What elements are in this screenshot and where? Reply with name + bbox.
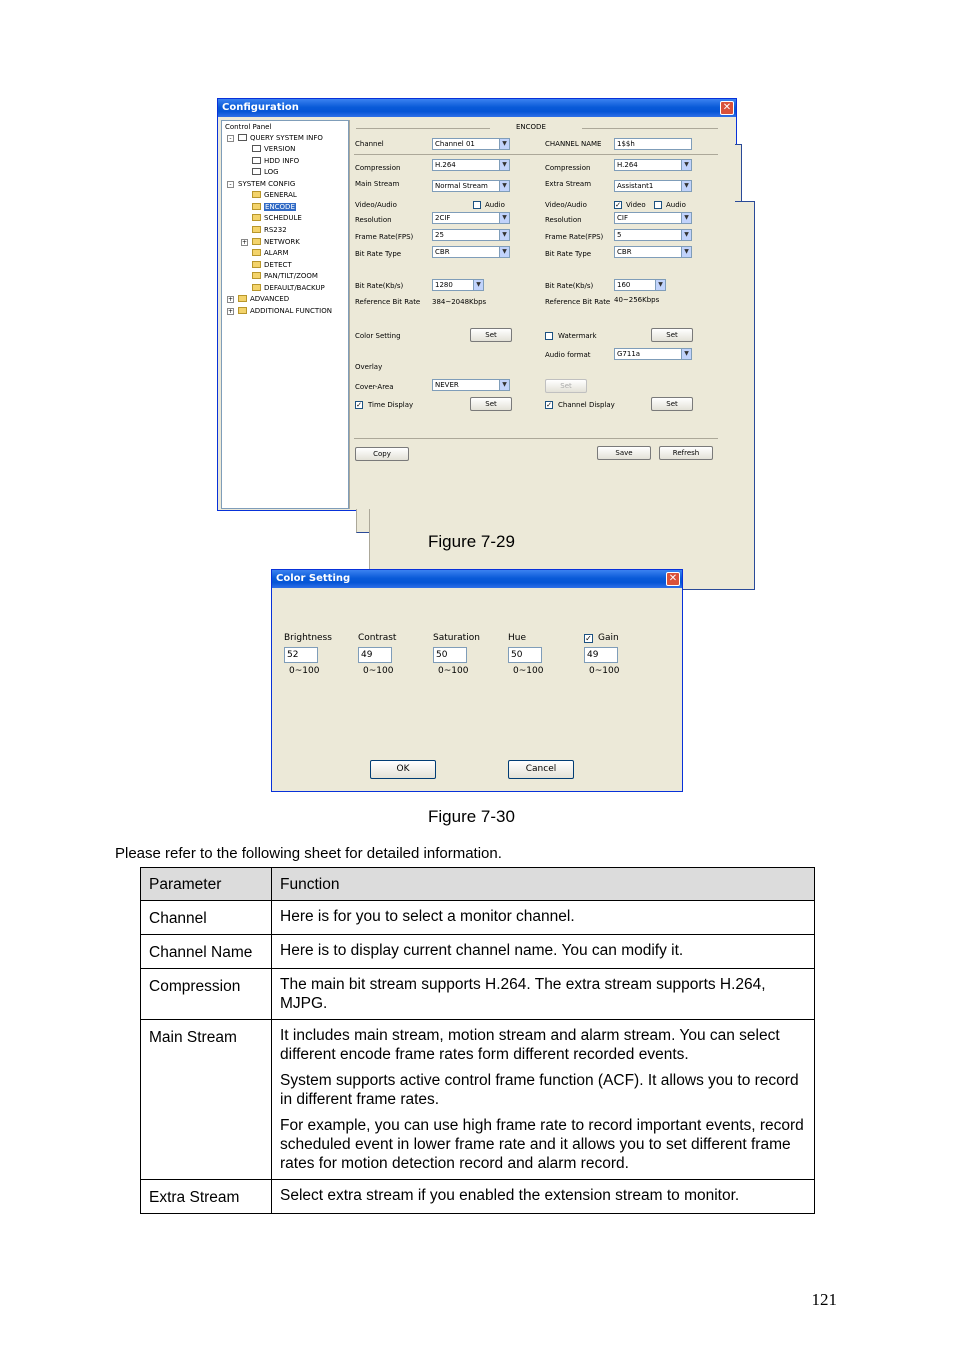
table-header-function: Function: [272, 868, 815, 901]
intro-text: Please refer to the following sheet for detailed information.: [115, 845, 502, 862]
expand-icon[interactable]: +: [228, 308, 234, 315]
chevron-down-icon[interactable]: ▼: [473, 280, 483, 290]
main-audio-checkbox[interactable]: [473, 201, 481, 209]
parameter-name: Main Stream: [141, 1020, 272, 1180]
channel-name-input[interactable]: 1$$h: [614, 138, 692, 150]
figure-caption-7-30: Figure 7-30: [428, 807, 515, 826]
expand-icon[interactable]: +: [228, 296, 234, 303]
gain-checkbox[interactable]: ✓: [585, 634, 592, 643]
config-tree: [221, 120, 349, 509]
extra-frame-rate-select[interactable]: 5 ▼: [614, 229, 692, 241]
tree-item-hdd-info[interactable]: HDD INFO: [252, 157, 299, 167]
cover-area-select[interactable]: NEVER ▼: [432, 379, 510, 391]
channel-label: Channel: [355, 140, 384, 148]
extra-bit-rate-select[interactable]: 160 ▼: [614, 279, 666, 291]
folder-icon: [252, 203, 261, 210]
page-number: 121: [811, 1290, 837, 1309]
main-resolution-select[interactable]: 2CIF ▼: [432, 212, 510, 224]
extra-video-audio-label: Video/Audio: [545, 201, 587, 209]
audio-format-select[interactable]: G711a ▼: [614, 348, 692, 360]
chevron-down-icon[interactable]: ▼: [499, 181, 509, 191]
extra-bit-rate-label: Bit Rate(Kb/s): [545, 282, 594, 290]
table-row: [141, 969, 815, 1020]
chevron-down-icon[interactable]: ▼: [681, 247, 691, 257]
tree-item-detect[interactable]: DETECT: [252, 261, 292, 271]
contrast-input[interactable]: 49: [358, 647, 392, 663]
divider: [354, 438, 718, 439]
main-audio-label: Audio: [485, 201, 505, 209]
color-setting-body: [272, 589, 682, 791]
color-setting-label: Color Setting: [355, 332, 401, 340]
table-row: [141, 1020, 815, 1180]
table-row: [141, 935, 815, 969]
parameter-function: [272, 935, 815, 969]
folder-icon: [252, 261, 261, 268]
saturation-range: 0~100: [438, 666, 469, 676]
close-icon[interactable]: ✕: [666, 572, 680, 586]
channel-display-label: Channel Display: [558, 401, 615, 409]
advanced-icon: [238, 295, 247, 302]
chevron-down-icon[interactable]: ▼: [681, 349, 691, 359]
chevron-down-icon[interactable]: ▼: [681, 213, 691, 223]
chevron-down-icon[interactable]: ▼: [499, 230, 509, 240]
main-frame-rate-label: Frame Rate(FPS): [355, 233, 414, 241]
tree-item-schedule[interactable]: SCHEDULE: [252, 214, 302, 224]
tree-item-default-backup[interactable]: DEFAULT/BACKUP: [252, 284, 325, 294]
chevron-down-icon[interactable]: ▼: [681, 230, 691, 240]
chevron-down-icon[interactable]: ▼: [499, 160, 509, 170]
main-resolution-label: Resolution: [355, 216, 392, 224]
watermark-set-button[interactable]: Set: [651, 328, 693, 342]
main-bit-rate-select[interactable]: 1280 ▼: [432, 279, 484, 291]
extra-compression-select[interactable]: H.264 ▼: [614, 159, 692, 171]
folder-icon: [252, 214, 261, 221]
tree-item-alarm[interactable]: ALARM: [252, 249, 289, 259]
extra-audio-checkbox[interactable]: [654, 201, 662, 209]
folder-icon: [252, 226, 261, 233]
channel-display-set-button[interactable]: Set: [651, 397, 693, 411]
extra-compression-label: Compression: [545, 164, 591, 172]
section-title: ENCODE: [516, 123, 546, 131]
close-icon[interactable]: ✕: [720, 101, 734, 115]
folder-icon: [252, 272, 261, 279]
table-header-parameter: Parameter: [141, 868, 272, 901]
refresh-button[interactable]: Refresh: [659, 446, 713, 460]
collapse-icon[interactable]: -: [227, 135, 234, 142]
cover-area-label: Cover-Area: [355, 383, 394, 391]
folder-icon: [252, 284, 261, 291]
brightness-range: 0~100: [289, 666, 320, 676]
channel-select[interactable]: Channel 01 ▼: [432, 138, 510, 150]
encode-panel: [349, 120, 735, 509]
tree-item-general[interactable]: GENERAL: [252, 191, 297, 201]
cancel-button[interactable]: Cancel: [508, 760, 574, 779]
extra-resolution-label: Resolution: [545, 216, 582, 224]
chevron-down-icon[interactable]: ▼: [655, 280, 665, 290]
hue-range: 0~100: [513, 666, 544, 676]
channel-display-checkbox[interactable]: ✓: [546, 401, 552, 409]
color-set-button[interactable]: Set: [470, 328, 512, 342]
saturation-input[interactable]: 50: [433, 647, 467, 663]
main-ref-bit-rate-value: 384~2048Kbps: [432, 298, 487, 306]
tree-item-control-panel[interactable]: Control Panel: [225, 123, 271, 133]
configuration-title: Configuration: [222, 102, 299, 113]
function-text: It includes main stream, motion stream and alarm stream. You can select different encode frame rates form different recorded events.: [280, 1027, 780, 1063]
function-text: Here is for you to select a monitor channel.: [280, 908, 575, 925]
main-bit-rate-type-label: Bit Rate Type: [355, 250, 402, 258]
color-setting-window: [271, 569, 683, 792]
parameter-name: Channel Name: [141, 935, 272, 969]
chevron-down-icon[interactable]: ▼: [681, 160, 691, 170]
document-icon: [252, 168, 261, 175]
extra-resolution-select[interactable]: CIF ▼: [614, 212, 692, 224]
color-setting-title: Color Setting: [276, 573, 351, 584]
folder-icon: [252, 238, 261, 245]
parameter-function: [272, 969, 815, 1020]
extra-frame-rate-label: Frame Rate(FPS): [545, 233, 604, 241]
copy-button[interactable]: Copy: [355, 447, 409, 461]
tree-item-rs232[interactable]: RS232: [252, 226, 287, 236]
function-text: Select extra stream if you enabled the extension stream to monitor.: [280, 1187, 740, 1204]
brightness-label: Brightness: [284, 633, 332, 643]
overlay-label: Overlay: [355, 363, 383, 371]
channel-name-label: CHANNEL NAME: [545, 140, 602, 148]
tree-item-advanced[interactable]: ADVANCED: [238, 295, 289, 305]
hue-input[interactable]: 50: [508, 647, 542, 663]
save-button[interactable]: Save: [597, 446, 651, 460]
contrast-range: 0~100: [363, 666, 394, 676]
parameter-table: [140, 867, 815, 1214]
hue-label: Hue: [508, 633, 527, 643]
query-info-icon: [238, 134, 247, 141]
extra-ref-bit-rate-value: 40~256Kbps: [614, 296, 660, 304]
tree-item-network[interactable]: NETWORK: [252, 238, 300, 248]
parameter-function: [272, 901, 815, 935]
saturation-label: Saturation: [433, 633, 480, 643]
parameter-name: Channel: [141, 901, 272, 935]
document-icon: [252, 145, 261, 152]
main-compression-select[interactable]: H.264 ▼: [432, 159, 510, 171]
extra-stream-label: Extra Stream: [545, 180, 592, 188]
folder-icon: [252, 249, 261, 256]
folder-icon: [238, 307, 247, 314]
function-text: The main bit stream supports H.264. The extra stream supports H.264, MJPG.: [280, 976, 766, 1012]
function-text: For example, you can use high frame rate to record important events, record scheduled event in lower frame rate and it allows you to set different frame rates for motion detection record and alarm record.: [280, 1117, 804, 1172]
parameter-function: [272, 1180, 815, 1214]
cover-area-set-button[interactable]: Set: [545, 379, 587, 393]
extra-ref-bit-rate-label: Reference Bit Rate: [545, 298, 611, 306]
tree-item-query-system-info[interactable]: QUERY SYSTEM INFO: [238, 134, 323, 144]
tree-item-encode[interactable]: ENCODE: [252, 203, 296, 213]
time-display-label: Time Display: [368, 401, 414, 409]
tree-item-system-config[interactable]: SYSTEM CONFIG: [238, 180, 295, 190]
function-text: Here is to display current channel name. You can modify it.: [280, 942, 684, 959]
contrast-label: Contrast: [358, 633, 397, 643]
divider: [354, 154, 718, 155]
table-row: [141, 1180, 815, 1214]
parameter-name: Compression: [141, 969, 272, 1020]
collapse-icon[interactable]: -: [227, 181, 234, 188]
time-display-set-button[interactable]: Set: [470, 397, 512, 411]
main-bit-rate-label: Bit Rate(Kb/s): [355, 282, 404, 290]
table-row: [141, 901, 815, 935]
function-text: System supports active control frame function (ACF). It allows you to record in different frame rates.: [280, 1072, 799, 1108]
main-compression-label: Compression: [355, 164, 401, 172]
figure-caption-7-29: Figure 7-29: [428, 532, 515, 551]
brightness-input[interactable]: 52: [284, 647, 318, 663]
ok-button[interactable]: OK: [370, 760, 436, 779]
main-stream-select[interactable]: Normal Stream ▼: [432, 180, 510, 192]
extra-video-checkbox[interactable]: ✓: [615, 201, 621, 209]
chevron-down-icon[interactable]: ▼: [681, 181, 691, 191]
chevron-down-icon[interactable]: ▼: [499, 247, 509, 257]
chevron-down-icon[interactable]: ▼: [499, 380, 509, 390]
main-bit-rate-type-select[interactable]: CBR ▼: [432, 246, 510, 258]
time-display-checkbox[interactable]: ✓: [356, 401, 362, 409]
tree-item-version[interactable]: VERSION: [252, 145, 295, 155]
tree-item-pan-tilt-zoom[interactable]: PAN/TILT/ZOOM: [252, 272, 318, 282]
main-video-audio-label: Video/Audio: [355, 201, 397, 209]
section-divider: [582, 128, 718, 129]
gain-label: Gain: [598, 633, 619, 643]
configuration-window: [217, 98, 737, 511]
extra-bit-rate-type-label: Bit Rate Type: [545, 250, 592, 258]
tree-item-additional-function[interactable]: ADDITIONAL FUNCTION: [238, 307, 332, 317]
color-setting-title-bar: [272, 570, 682, 588]
main-ref-bit-rate-label: Reference Bit Rate: [355, 298, 421, 306]
gain-range: 0~100: [589, 666, 620, 676]
parameter-function: [272, 1020, 815, 1180]
folder-icon: [252, 191, 261, 198]
section-divider: [356, 128, 490, 129]
chevron-down-icon[interactable]: ▼: [499, 213, 509, 223]
watermark-label: Watermark: [558, 332, 597, 340]
expand-icon[interactable]: +: [242, 239, 248, 246]
extra-stream-select[interactable]: Assistant1 ▼: [614, 180, 692, 192]
tree-item-log[interactable]: LOG: [252, 168, 279, 178]
watermark-checkbox[interactable]: [545, 332, 553, 340]
audio-format-label: Audio format: [545, 351, 591, 359]
gain-input[interactable]: 49: [584, 647, 618, 663]
main-frame-rate-select[interactable]: 25 ▼: [432, 229, 510, 241]
chevron-down-icon[interactable]: ▼: [499, 139, 509, 149]
document-icon: [252, 157, 261, 164]
main-stream-label: Main Stream: [355, 180, 400, 188]
configuration-title-bar: [218, 99, 736, 117]
parameter-name: Extra Stream: [141, 1180, 272, 1214]
extra-video-label: Video: [626, 201, 646, 209]
extra-bit-rate-type-select[interactable]: CBR ▼: [614, 246, 692, 258]
extra-audio-label: Audio: [666, 201, 686, 209]
table-header-row: [141, 868, 815, 901]
